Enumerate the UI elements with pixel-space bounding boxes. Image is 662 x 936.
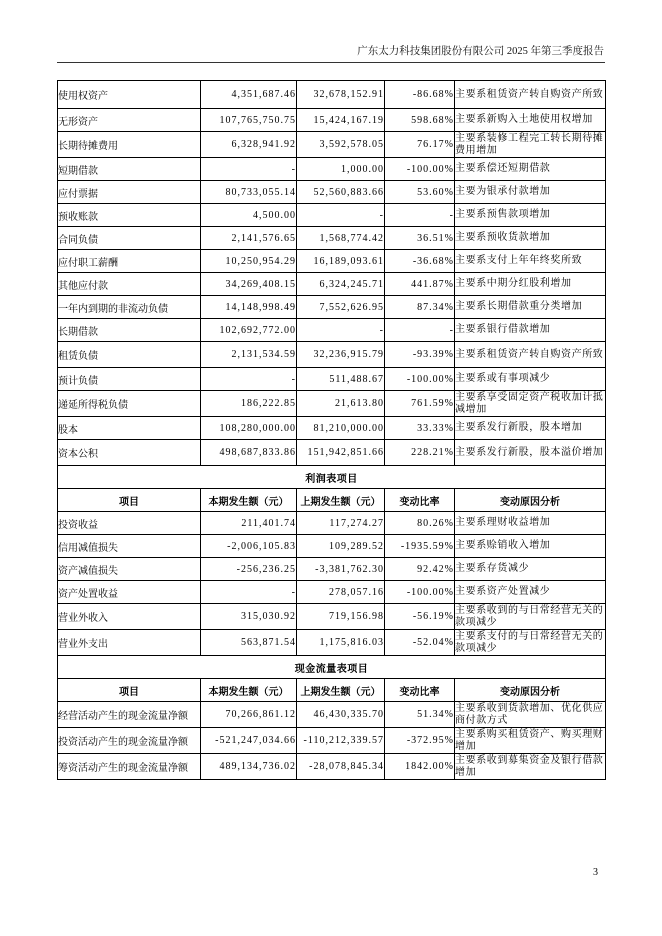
current-period-cell: -256,236.25 (201, 558, 297, 581)
reason-cell: 主要系理财收益增加 (455, 512, 606, 535)
change-ratio-cell: 36.51% (385, 227, 455, 250)
reason-cell: 主要系购买租赁资产、购买理财增加 (455, 728, 606, 754)
reason-cell: 主要系预售款项增加 (455, 204, 606, 227)
current-period-cell: 2,141,576.65 (201, 227, 297, 250)
item-cell: 短期借款 (58, 158, 201, 181)
table-row (58, 273, 606, 296)
table-row (58, 630, 606, 656)
item-cell: 资产处置收益 (58, 581, 201, 604)
current-period-cell: - (201, 581, 297, 604)
change-ratio-cell: 92.42% (385, 558, 455, 581)
previous-period-cell: 278,057.16 (297, 581, 385, 604)
reason-cell: 主要系支付上年年终奖所致 (455, 250, 606, 273)
change-ratio-cell: 761.59% (385, 391, 455, 417)
change-ratio-cell: 33.33% (385, 417, 455, 440)
current-period-cell: - (201, 158, 297, 181)
item-cell: 信用减值损失 (58, 535, 201, 558)
reason-cell: 主要系资产处置减少 (455, 581, 606, 604)
table-row (58, 368, 606, 391)
reason-cell: 主要系收到的与日常经营无关的款项减少 (455, 604, 606, 630)
reason-cell: 主要系享受固定资产税收加计抵减增加 (455, 391, 606, 417)
table-row (58, 558, 606, 581)
previous-period-cell: 52,560,883.66 (297, 181, 385, 204)
section-row-cash-flow (58, 656, 606, 679)
column-header-current: 本期发生额（元） (201, 679, 297, 702)
item-cell: 其他应付款 (58, 273, 201, 296)
table-row (58, 132, 606, 158)
current-period-cell: 315,030.92 (201, 604, 297, 630)
item-cell: 一年内到期的非流动负债 (58, 296, 201, 319)
column-header-reason: 变动原因分析 (455, 489, 606, 512)
item-cell: 应付职工薪酬 (58, 250, 201, 273)
reason-cell: 主要系收到募集资金及银行借款增加 (455, 754, 606, 780)
table-row (58, 109, 606, 132)
column-header-row (58, 679, 606, 702)
current-period-cell: - (201, 368, 297, 391)
previous-period-cell: 3,592,578.05 (297, 132, 385, 158)
current-period-cell: 107,765,750.75 (201, 109, 297, 132)
report-header-title: 广东太力科技集团股份有限公司 2025 年第三季度报告 (357, 46, 604, 57)
table-row (58, 417, 606, 440)
current-period-cell: 563,871.54 (201, 630, 297, 656)
table-row (58, 581, 606, 604)
previous-period-cell: 1,000.00 (297, 158, 385, 181)
cash-flow-section-title: 现金流量表项目 (58, 656, 606, 679)
header-divider (57, 62, 605, 63)
reason-cell: 主要系赊销收入增加 (455, 535, 606, 558)
reason-cell: 主要系新购入土地使用权增加 (455, 109, 606, 132)
change-ratio-cell: 76.17% (385, 132, 455, 158)
table-row (58, 319, 606, 342)
reason-cell: 主要系发行新股，股本增加 (455, 417, 606, 440)
change-ratio-cell: -100.00% (385, 158, 455, 181)
change-ratio-cell: 87.34% (385, 296, 455, 319)
table-row (58, 250, 606, 273)
item-cell: 合同负债 (58, 227, 201, 250)
reason-cell: 主要系装修工程完工转长期待摊费用增加 (455, 132, 606, 158)
previous-period-cell: 32,236,915.79 (297, 342, 385, 368)
column-header-current: 本期发生额（元） (201, 489, 297, 512)
reason-cell: 主要系偿还短期借款 (455, 158, 606, 181)
reason-cell: 主要系银行借款增加 (455, 319, 606, 342)
change-ratio-cell: -52.04% (385, 630, 455, 656)
previous-period-cell: 151,942,851.66 (297, 440, 385, 466)
item-cell: 应付票据 (58, 181, 201, 204)
item-cell: 预收账款 (58, 204, 201, 227)
item-cell: 长期借款 (58, 319, 201, 342)
previous-period-cell: -110,212,339.57 (297, 728, 385, 754)
table-row (58, 227, 606, 250)
column-header-previous: 上期发生额（元） (297, 679, 385, 702)
table-row (58, 728, 606, 754)
item-cell: 股本 (58, 417, 201, 440)
table-row (58, 296, 606, 319)
reason-cell: 主要系支付的与日常经营无关的款项减少 (455, 630, 606, 656)
change-ratio-cell: 53.60% (385, 181, 455, 204)
change-ratio-cell: -56.19% (385, 604, 455, 630)
page-number: 3 (593, 867, 598, 878)
current-period-cell: 2,131,534.59 (201, 342, 297, 368)
previous-period-cell: 7,552,626.95 (297, 296, 385, 319)
table-row (58, 754, 606, 780)
item-cell: 递延所得税负债 (58, 391, 201, 417)
current-period-cell: 10,250,954.29 (201, 250, 297, 273)
change-ratio-cell: -100.00% (385, 581, 455, 604)
table-row (58, 342, 606, 368)
previous-period-cell: 1,175,816.03 (297, 630, 385, 656)
change-ratio-cell: -100.00% (385, 368, 455, 391)
item-cell: 资产减值损失 (58, 558, 201, 581)
previous-period-cell: 6,324,245.71 (297, 273, 385, 296)
previous-period-cell: 15,424,167.19 (297, 109, 385, 132)
reason-cell: 主要系或有事项减少 (455, 368, 606, 391)
previous-period-cell: 21,613.80 (297, 391, 385, 417)
current-period-cell: 4,500.00 (201, 204, 297, 227)
item-cell: 营业外收入 (58, 604, 201, 630)
change-ratio-cell: - (385, 319, 455, 342)
reason-cell: 主要系租赁资产转自购资产所致 (455, 342, 606, 368)
previous-period-cell: 81,210,000.00 (297, 417, 385, 440)
reason-cell: 主要系中期分红股利增加 (455, 273, 606, 296)
current-period-cell: 186,222.85 (201, 391, 297, 417)
reason-cell: 主要系长期借款重分类增加 (455, 296, 606, 319)
change-ratio-cell: 51.34% (385, 702, 455, 728)
change-ratio-cell: -93.39% (385, 342, 455, 368)
column-header-change: 变动比率 (385, 679, 455, 702)
current-period-cell: 102,692,772.00 (201, 319, 297, 342)
table-row (58, 181, 606, 204)
current-period-cell: 80,733,055.14 (201, 181, 297, 204)
change-ratio-cell: 441.87% (385, 273, 455, 296)
table-row (58, 204, 606, 227)
table-row (58, 440, 606, 466)
previous-period-cell: 117,274.27 (297, 512, 385, 535)
previous-period-cell: 719,156.98 (297, 604, 385, 630)
table-row (58, 81, 606, 109)
item-cell: 无形资产 (58, 109, 201, 132)
change-ratio-cell: 598.68% (385, 109, 455, 132)
reason-cell: 主要系存货减少 (455, 558, 606, 581)
reason-cell: 主要系租赁资产转自购资产所致 (455, 81, 606, 109)
item-cell: 营业外支出 (58, 630, 201, 656)
reason-cell: 主要系预收货款增加 (455, 227, 606, 250)
item-cell: 经营活动产生的现金流量净额 (58, 702, 201, 728)
current-period-cell: -2,006,105.83 (201, 535, 297, 558)
previous-period-cell: - (297, 319, 385, 342)
previous-period-cell: 1,568,774.42 (297, 227, 385, 250)
previous-period-cell: 32,678,152.91 (297, 81, 385, 109)
current-period-cell: 14,148,998.49 (201, 296, 297, 319)
item-cell: 租赁负债 (58, 342, 201, 368)
column-header-item: 项目 (58, 489, 201, 512)
change-ratio-cell: -1935.59% (385, 535, 455, 558)
previous-period-cell: 109,289.52 (297, 535, 385, 558)
current-period-cell: 6,328,941.92 (201, 132, 297, 158)
item-cell: 投资收益 (58, 512, 201, 535)
current-period-cell: 489,134,736.02 (201, 754, 297, 780)
reason-cell: 主要系收到货款增加、优化供应商付款方式 (455, 702, 606, 728)
item-cell: 筹资活动产生的现金流量净额 (58, 754, 201, 780)
table-row (58, 702, 606, 728)
current-period-cell: -521,247,034.66 (201, 728, 297, 754)
table-row (58, 158, 606, 181)
current-period-cell: 70,266,861.12 (201, 702, 297, 728)
reason-cell: 主要为银承付款增加 (455, 181, 606, 204)
item-cell: 投资活动产生的现金流量净额 (58, 728, 201, 754)
current-period-cell: 4,351,687.46 (201, 81, 297, 109)
change-ratio-cell: -86.68% (385, 81, 455, 109)
previous-period-cell: - (297, 204, 385, 227)
change-ratio-cell: 80.26% (385, 512, 455, 535)
table-row (58, 512, 606, 535)
previous-period-cell: 16,189,093.61 (297, 250, 385, 273)
current-period-cell: 211,401.74 (201, 512, 297, 535)
column-header-change: 变动比率 (385, 489, 455, 512)
section-row-income (58, 466, 606, 489)
table-row (58, 535, 606, 558)
item-cell: 资本公积 (58, 440, 201, 466)
column-header-row (58, 489, 606, 512)
table-row (58, 391, 606, 417)
item-cell: 使用权资产 (58, 81, 201, 109)
previous-period-cell: -28,078,845.34 (297, 754, 385, 780)
current-period-cell: 108,280,000.00 (201, 417, 297, 440)
table-row (58, 604, 606, 630)
change-ratio-cell: 1842.00% (385, 754, 455, 780)
previous-period-cell: -3,381,762.30 (297, 558, 385, 581)
column-header-item: 项目 (58, 679, 201, 702)
current-period-cell: 498,687,833.86 (201, 440, 297, 466)
change-ratio-cell: 228.21% (385, 440, 455, 466)
change-ratio-cell: - (385, 204, 455, 227)
change-analysis-table (57, 80, 606, 780)
column-header-reason: 变动原因分析 (455, 679, 606, 702)
previous-period-cell: 46,430,335.70 (297, 702, 385, 728)
previous-period-cell: 511,488.67 (297, 368, 385, 391)
income-section-title: 利润表项目 (58, 466, 606, 489)
change-ratio-cell: -372.95% (385, 728, 455, 754)
item-cell: 预计负债 (58, 368, 201, 391)
item-cell: 长期待摊费用 (58, 132, 201, 158)
reason-cell: 主要系发行新股，股本溢价增加 (455, 440, 606, 466)
column-header-previous: 上期发生额（元） (297, 489, 385, 512)
current-period-cell: 34,269,408.15 (201, 273, 297, 296)
change-ratio-cell: -36.68% (385, 250, 455, 273)
